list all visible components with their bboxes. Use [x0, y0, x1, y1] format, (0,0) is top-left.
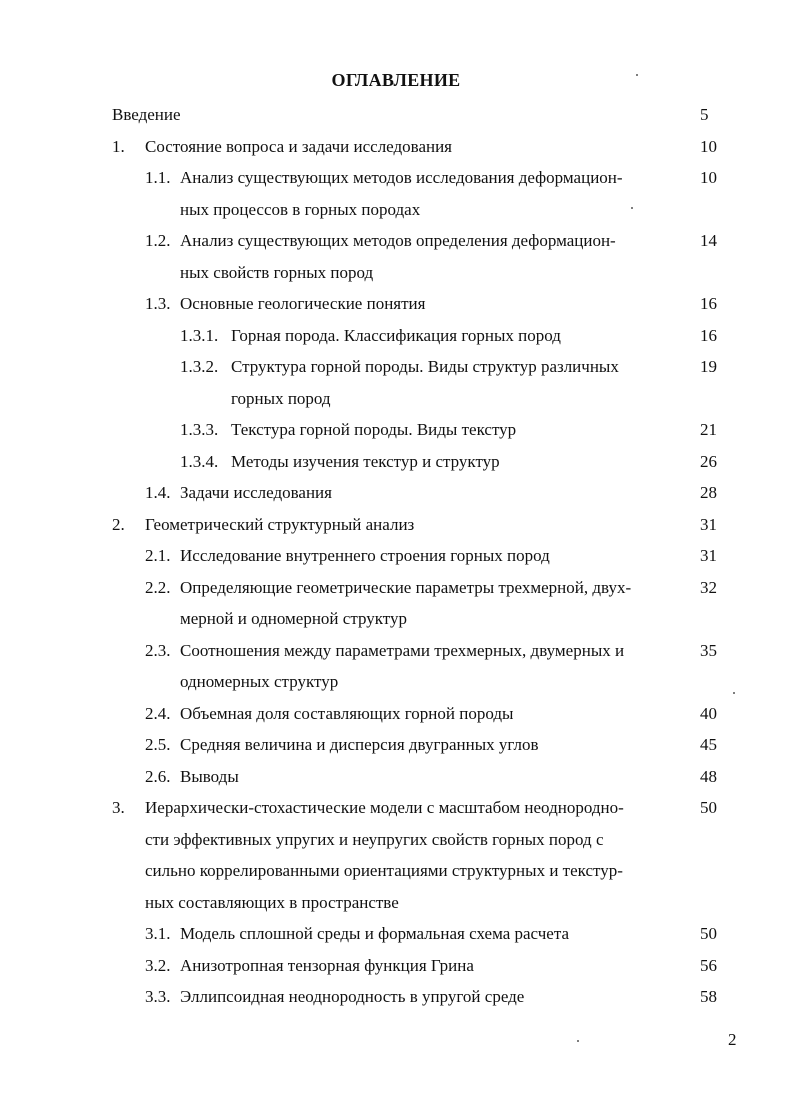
toc-entry-page: 50 — [700, 924, 717, 943]
toc-entry-page: 45 — [700, 735, 717, 754]
toc-entry-text: Объемная доля составляющих горной породы — [180, 703, 514, 723]
toc-entry-number: 1.1. — [145, 168, 171, 187]
toc-entry-page: 5 — [700, 105, 709, 124]
toc-entry-number: 2. — [112, 514, 125, 534]
toc-entry-page: 19 — [700, 357, 717, 376]
page-number: 2 — [728, 1030, 737, 1049]
toc-entry-text: ных процессов в горных породах — [180, 199, 421, 219]
toc-entry-number: 1. — [112, 136, 125, 156]
toc-entry-text: Иерархически-стохастические модели с масштабом неоднородно- — [145, 798, 624, 817]
toc-entry-text: сти эффективных упругих и неупругих свойств горных пород с — [145, 829, 604, 849]
toc-entry-text: Соотношения между параметрами трехмерных, двумерных и — [180, 640, 625, 660]
scan-speck — [631, 207, 633, 209]
toc-entry-page: 40 — [700, 703, 717, 723]
toc-entry-text: Определяющие геометрические параметры трехмерной, двух- — [180, 577, 632, 597]
scan-speck — [733, 692, 735, 694]
toc-entry-text: Средняя величина и дисперсия двугранных углов — [180, 735, 539, 754]
toc-entry-page: 16 — [700, 325, 717, 345]
toc-entry-text: Основные геологические понятия — [180, 294, 426, 313]
toc-entry-text: Выводы — [180, 766, 239, 786]
toc-entry-page: 31 — [700, 546, 717, 565]
toc-entry-page: 48 — [700, 766, 717, 786]
toc-entry-number: 2.2. — [145, 577, 171, 597]
toc-entry-number: 2.4. — [145, 703, 171, 723]
toc-entry-text: Анализ существующих методов определения деформацион- — [180, 231, 616, 250]
toc-entry-text: Модель сплошной среды и формальная схема расчета — [180, 924, 570, 943]
toc-entry-number: 1.3. — [145, 294, 171, 313]
toc-entry-text: сильно коррелированными ориентациями структурных и текстур- — [145, 861, 623, 880]
toc-entry-page: 50 — [700, 798, 717, 817]
toc-entry-number: 2.1. — [145, 546, 171, 565]
toc-entry-text: одномерных структур — [180, 672, 339, 691]
toc-entry-number: 3.2. — [145, 955, 171, 975]
toc-entry-page: 14 — [700, 231, 717, 250]
toc-entry-text: Горная порода. Классификация горных пород — [231, 325, 561, 345]
toc-entry-text: ных составляющих в пространстве — [145, 892, 399, 912]
toc-entry-page: 56 — [700, 955, 717, 975]
toc-entry-page: 16 — [700, 294, 717, 313]
toc-entry-text: Анизотропная тензорная функция Грина — [180, 955, 474, 975]
toc-entry-page: 26 — [700, 451, 717, 471]
toc-entry-number: 2.5. — [145, 735, 171, 754]
toc-entry-number: 1.2. — [145, 231, 171, 250]
toc-entry-text: Введение — [112, 105, 181, 124]
toc-entry-number: 3.3. — [145, 987, 171, 1006]
toc-entry-page: 28 — [700, 483, 717, 502]
toc-entry-text: Геометрический структурный анализ — [145, 514, 415, 534]
toc-entry-number: 3.1. — [145, 924, 171, 943]
toc-entry-text: Исследование внутреннего строения горных пород — [180, 546, 550, 565]
toc-entry-number: 1.3.1. — [180, 325, 219, 345]
toc-entry-text: мерной и одномерной структур — [180, 609, 407, 628]
toc-entry-page: 32 — [700, 577, 717, 597]
scan-speck — [577, 1040, 579, 1042]
toc-entry-text: Анализ существующих методов исследования деформацион- — [180, 168, 623, 187]
toc-entry-number: 1.3.4. — [180, 451, 219, 471]
toc-entry-number: 2.3. — [145, 640, 171, 660]
toc-entry-page: 58 — [700, 987, 717, 1006]
scan-speck — [636, 74, 638, 76]
toc-entry-number: 2.6. — [145, 766, 171, 786]
toc-entry-page: 10 — [700, 168, 717, 187]
toc-entry-text: Структура горной породы. Виды структур различных — [231, 357, 619, 376]
toc-entry-text: Задачи исследования — [180, 483, 332, 502]
toc-entry-number: 1.4. — [145, 483, 171, 502]
toc-entry-page: 31 — [700, 514, 717, 534]
toc-entry-number: 1.3.2. — [180, 357, 219, 376]
toc-entry-text: Методы изучения текстур и структур — [231, 451, 500, 471]
toc-entry-text: Эллипсоидная неоднородность в упругой среде — [180, 987, 525, 1006]
toc-entry-text: Состояние вопроса и задачи исследования — [145, 136, 453, 156]
toc-entry-page: 21 — [700, 420, 717, 439]
toc-entry-text: Текстура горной породы. Виды текстур — [231, 420, 517, 439]
toc-entry-number: 1.3.3. — [180, 420, 219, 439]
toc-entry-text: ных свойств горных пород — [180, 262, 374, 282]
toc-entry-text: горных пород — [231, 388, 331, 408]
toc-entry-page: 35 — [700, 640, 717, 660]
page-title: ОГЛАВЛЕНИЕ — [331, 70, 461, 90]
toc-entry-number: 3. — [112, 798, 125, 817]
toc-entry-page: 10 — [700, 136, 717, 156]
